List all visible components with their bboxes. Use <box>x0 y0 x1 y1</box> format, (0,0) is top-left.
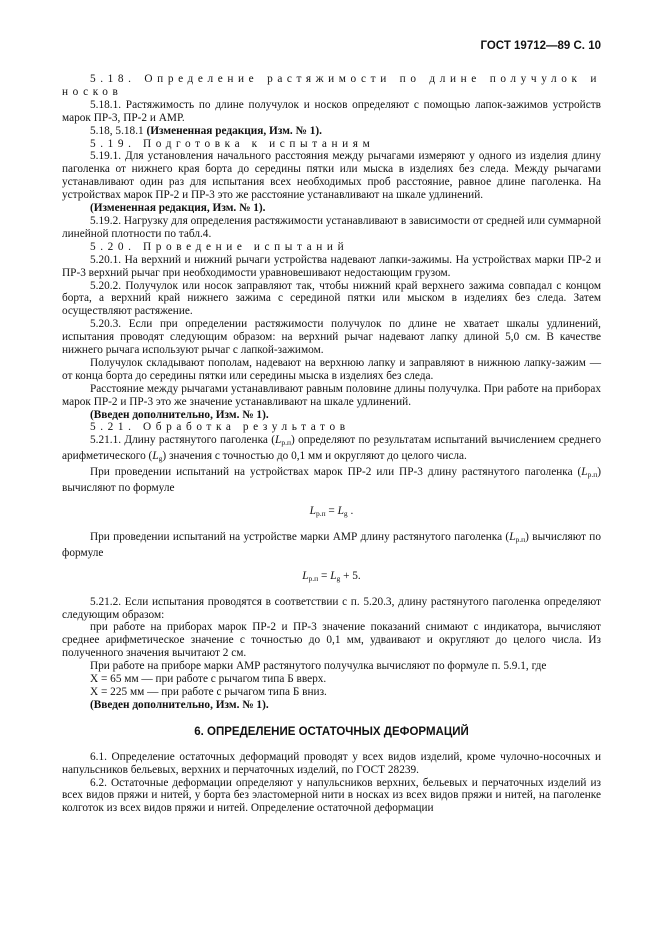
clause-5-19-title: 5.19. Подготовка к испытаниям <box>90 137 375 150</box>
amendment-note-3: (Введен дополнительно, Изм. № 1). <box>90 408 269 421</box>
clause-5-21-title: 5.21. Обработка результатов <box>90 421 350 434</box>
clause-5-21-2: 5.21.2. Если испытания проводятся в соответствии с п. 5.20.3, длину растянутого паголенка определяют следующим образом: <box>62 595 601 621</box>
clause-5-20-3-fold: Получулок складывают пополам, надевают на верхнюю лапку и заправляют в нижнюю лапку-зажим — от конца борта до середины пятки или середины мыска в изделиях без следа. <box>62 356 601 382</box>
clause-5-20-title: 5.20. Проведение испытаний <box>90 240 349 253</box>
document-body <box>62 73 601 815</box>
clause-5-20-1: 5.20.1. На верхний и нижний рычаги устройства надевают лапки-зажимы. На устройствах марки ПР-2 и ПР-3 верхний рычаг при необходимости уравновешивают недостающим грузом. <box>62 253 601 279</box>
clause-5-20-3: 5.20.3. Если при определении растяжимости получулок по длине не хватает шкалы удлинений, испытания проводят следующим образом: на верхний рычаг надевают лапку длиной 5,0 см. В качестве нижнего рычага используют рычаг с лапкой-зажимом. <box>62 318 601 357</box>
clause-6-1: 6.1. Определение остаточных деформаций проводят у всех видов изделий, кроме чулочно-носочных и напульсников бельевых, верхних и перчаточных изделий, по ГОСТ 28239. <box>62 750 601 776</box>
amendment-note-4: (Введен дополнительно, Изм. № 1). <box>90 698 269 711</box>
page-header: ГОСТ 19712—89 С. 10 <box>480 40 601 52</box>
clause-5-21-1: 5.21.1. Длину растянутого паголенка $(L_{р.п})$ определяют по результатам испытаний вычислением среднего арифметического $(L_g)$ значения с точностью до 0,1 мм и округляют до целого числа. <box>62 434 601 464</box>
amendment-note-2: (Измененная редакция, Изм. № 1). <box>90 202 266 215</box>
clause-5-19-2: 5.19.2. Нагрузку для определения растяжимости устанавливают в зависимости от средней или суммарной линейной плотности по табл.4. <box>62 214 601 240</box>
formula-2: $L_{р.п} = L_g + 5$. <box>302 569 361 583</box>
clause-5-18-1: 5.18.1. Растяжимость по длине получулок и носков определяют с помощью лапок-зажимов устройств марок ПР-3, ПР-2 и АМР. <box>62 98 601 124</box>
clause-5-21-2-amr: При работе на приборе марки АМР растянутого получулка вычисляют по формуле п. 5.9.1, где <box>90 660 547 673</box>
amendment-ref: 5.18, 5.18.1 <box>90 124 147 137</box>
x-value-down: X = 225 мм — при работе с рычагом типа Б вниз. <box>90 685 327 698</box>
amendment-note-1 <box>62 125 601 138</box>
clause-5-21-1-amr: При проведении испытаний на устройстве марки АМР длину растянутого паголенка $(L_{р.п})$ вычисляют по формуле <box>62 530 601 559</box>
section-6-title: 6. ОПРЕДЕЛЕНИЕ ОСТАТОЧНЫХ ДЕФОРМАЦИЙ <box>194 725 469 738</box>
clause-5-21-1-pr: При проведении испытаний на устройствах марок ПР-2 или ПР-3 длину растянутого паголенка $(L_{р.п})$ вычисляют по формуле <box>62 466 601 495</box>
clause-5-18-title: 5.18. Определение растяжимости по длине получулок и носков <box>62 73 601 98</box>
formula-1: $L_{р.п} = L_g$ . <box>309 505 354 518</box>
clause-5-20-3-distance: Расстояние между рычагами устанавливают равным половине длины получулка. При работе на приборах марок ПР-2 и ПР-3 это же значение устанавливают на шкале удлинений. <box>62 382 601 408</box>
clause-5-20-2: 5.20.2. Получулок или носок заправляют так, чтобы нижний край верхнего зажима совпадал с концом борта, а верхний край нижнего зажима с серединой пятки или мыском в изделиях без следа. Затем осуществляют растяжение. <box>62 279 601 318</box>
x-value-up: X = 65 мм — при работе с рычагом типа Б вверх. <box>90 673 327 686</box>
clause-6-2: 6.2. Остаточные деформации определяют у напульсников верхних, бельевых и перчаточных изделий из всех видов пряжи и нитей, у борта без эластомерной нити в носках из всех видов пряжи и нитей, на паголенке колготок из всех видов пряжи и нитей. Определение остаточной деформации <box>62 776 601 815</box>
amendment-text: (Измененная редакция, Изм. № 1). <box>146 124 322 137</box>
clause-5-19-1: 5.19.1. Для установления начального расстояния между рычагами измеряют у одного из изделия длину паголенка от нижнего края борта до середины пятки или мыска в изделиях без следа. Между рычагами устанавливают один раз для испытания всех необходимых проб расстояние, равное длине паголенка. На устройствах марок ПР-2 и ПР-3 это же расстояние устанавливают на шкале удлинений. <box>62 150 601 202</box>
clause-5-21-2-pr: при работе на приборах марок ПР-2 и ПР-3 значение показаний снимают с индикатора, вычисляют среднее арифметическое значение с точностью до 0,1 мм, удваивают и округляют до целого числа. Из полученного значения вычитают 2 см. <box>62 621 601 660</box>
